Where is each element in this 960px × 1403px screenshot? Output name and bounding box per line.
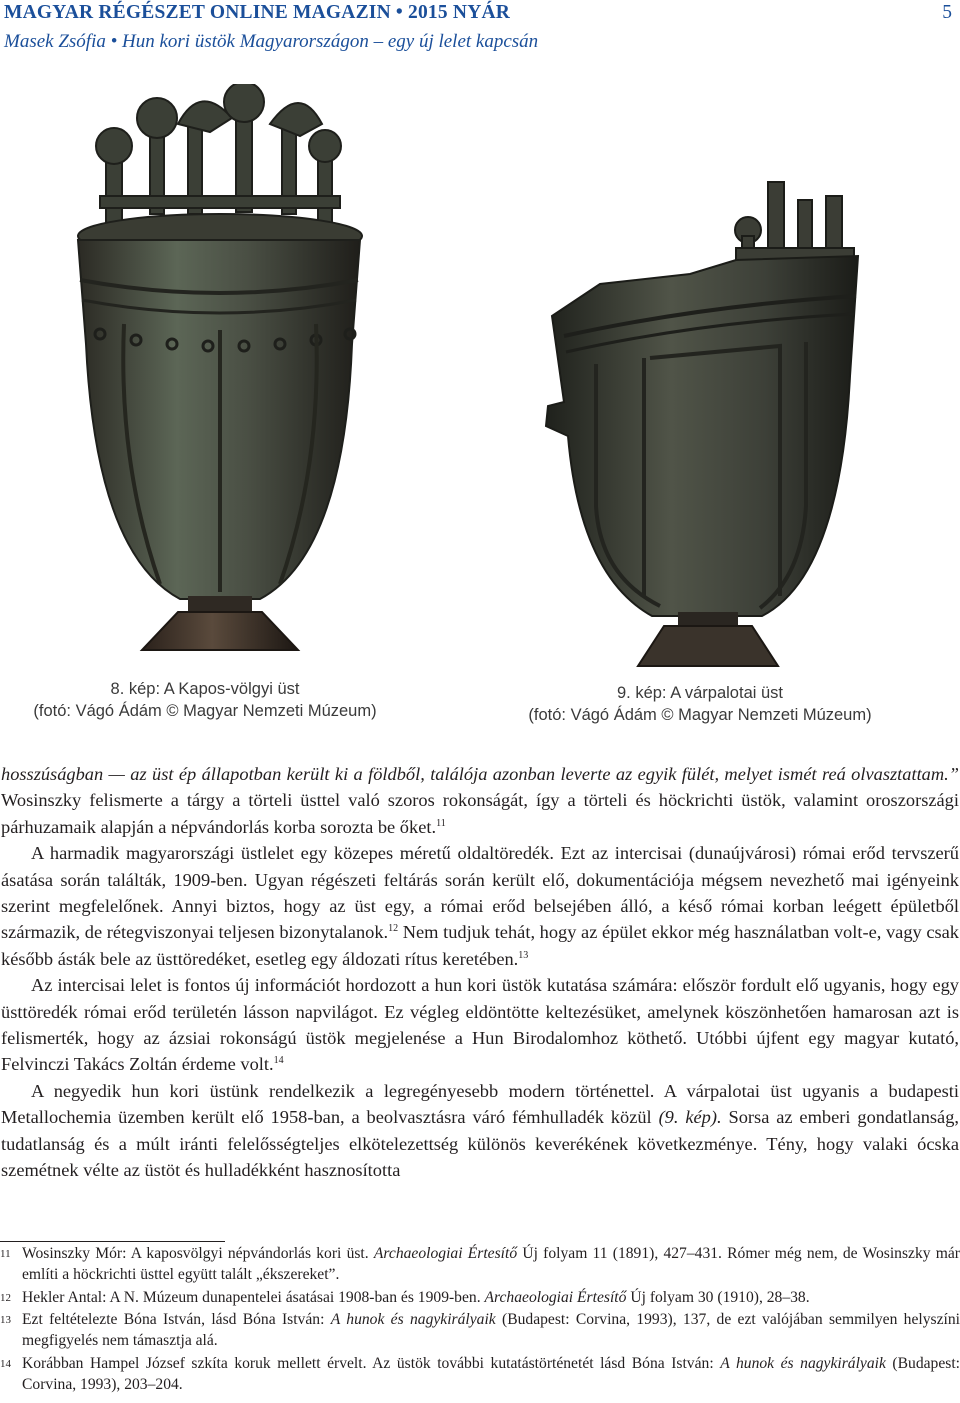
footnote-ref-13[interactable]: 13 <box>518 949 529 961</box>
varpalota-cauldron-photo <box>540 176 870 676</box>
figure-8-caption <box>10 678 400 722</box>
figure-8-caption-credit: (fotó: Vágó Ádám © Magyar Nemzeti Múzeum) <box>33 702 377 720</box>
footnote-ref-14[interactable]: 14 <box>273 1055 284 1067</box>
footnote-number: 11 <box>0 1248 11 1260</box>
paragraph-3: Az intercisai lelet is fontos új információt hordozott a hun kori üstök kutatása számára: először fordult elő ugyanis, hogy egy üsttöredék római erőd területén lásson napvilágot. Ez végleg eldöntötte keltezésüket, amelynek köszönhetően hamarosan azt is felismerték, hogy az ázsiai rokonságú üstök megjelenése a Hun Birodalomhoz köthető. Utóbbi újfent egy magyar kutató, Felvinczi Takács Zoltán érdeme volt.$^{14}$ <box>1 975 959 1075</box>
footnote-ref-12[interactable]: 12 <box>388 923 399 935</box>
figure-9-caption <box>505 682 895 726</box>
footnote-divider <box>0 1241 225 1242</box>
article-subtitle: Masek Zsófia • Hun kori üstök Magyarországon – egy új lelet kapcsán <box>4 31 539 52</box>
footnote-11: 11 Wosinszky Mór: A kaposvölgyi népvándorlás kori üst. Archaeologiai Értesítő Új folyam 11 (1891), 427–431. Rómer még nem, de Wosinszky már említi a höckrichti üsttel együtt talált „ékszereket”. <box>0 1245 960 1283</box>
paragraph-1: hosszúságban — az üst ép állapotban került ki a földből, találója azonban leverte az egyik fülét, melyet ismét reá olvasztattam.” Wosinszky felismerte a tárgy a törteli üsttel való szoros rokonságát, így a törteli és höckrichti üstök, valamint oroszországi párhuzamaik alapján a népvándorlás korba sorozta be őket.$^{11}$ <box>1 764 959 837</box>
figure-8-caption-title: 8. kép: A Kapos-völgyi üst <box>110 680 300 698</box>
magazine-title: MAGYAR RÉGÉSZET ONLINE MAGAZIN • 2015 NYÁR <box>4 2 511 23</box>
figure-reference: (9. kép). <box>658 1107 722 1128</box>
figure-9-caption-title: 9. kép: A várpalotai üst <box>616 684 784 702</box>
footnote-14: 14 Korábban Hampel József szkíta koruk mellett érvelt. Az üstök további kutatástörténetét lásd Bóna István: A hunok és nagykirályaik (Budapest: Corvina, 1993), 203–204. <box>0 1354 960 1393</box>
quote-continuation: hosszúságban — az üst ép állapotban került ki a földből, találója azonban leverte az egyik fülét, melyet ismét reá olvasztattam.” <box>1 764 959 784</box>
footnotes <box>0 1244 960 1398</box>
footnote-13: 13 Ezt feltételezte Bóna István, lásd Bóna István: A hunok és nagykirályaik (Budapest: Corvina, 1993), 137, de ezt valójában semmilyen helyszíni megfigyelés nem támasztja alá. <box>0 1311 960 1350</box>
kapos-cauldron-photo <box>60 84 370 654</box>
footnote-ref-11[interactable]: 11 <box>436 817 446 829</box>
paragraph-4: A negyedik hun kori üstünk rendelkezik a legregényesebb modern történettel. A várpalotai üst ugyanis a budapesti Metallochemia üzemben került elő 1958-ban, a beolvasztásra váró fémhulladék közül (9. kép). Sorsa az emberi gondatlanság, tudatlanság és a múlt iránti felelősségteljes elkötelezettség különös keverékének következménye. Tény, hogy valaki ócska szemétnek vélte az üstöt és hulladékként hasznosította <box>1 1080 960 1181</box>
footnote-12: 12 Hekler Antal: A N. Múzeum dunapentelei ásatásai 1908-ban és 1909-ben. Archaeologiai Értesítő Új folyam 30 (1910), 28–38. <box>0 1288 960 1309</box>
footnote-number: 14 <box>0 1357 11 1370</box>
footnote-number: 13 <box>0 1314 11 1327</box>
figure-9-caption-credit: (fotó: Vágó Ádám © Magyar Nemzeti Múzeum) <box>528 706 872 724</box>
paragraph-2: A harmadik magyarországi üstlelet egy közepes méretű oldaltöredék. Ezt az intercisai (dunaújvárosi) római erőd tervszerű ásatása során találták, 1909-ben. Ugyan régészeti feltárás során került elő, dokumentációja mégsem nevezhető mai igényeink szerint megfelelőnek. Annyi biztos, hogy az üst egy, a római erőd belsejében álló, a késő római korban leégett épületből származik, de rétegviszonyai teljesen bizonytalanok.$^{12}$ Nem tudjuk tehát, hogy az épület ekkor még használatban volt-e, vagy csak később ásták bele az üsttöredéket, esetleg egy áldozati rítus keretében.$^{13}$ <box>1 843 959 969</box>
page-number: 5 <box>942 2 952 23</box>
article-body <box>1 761 959 1184</box>
footnote-number: 12 <box>0 1291 11 1304</box>
